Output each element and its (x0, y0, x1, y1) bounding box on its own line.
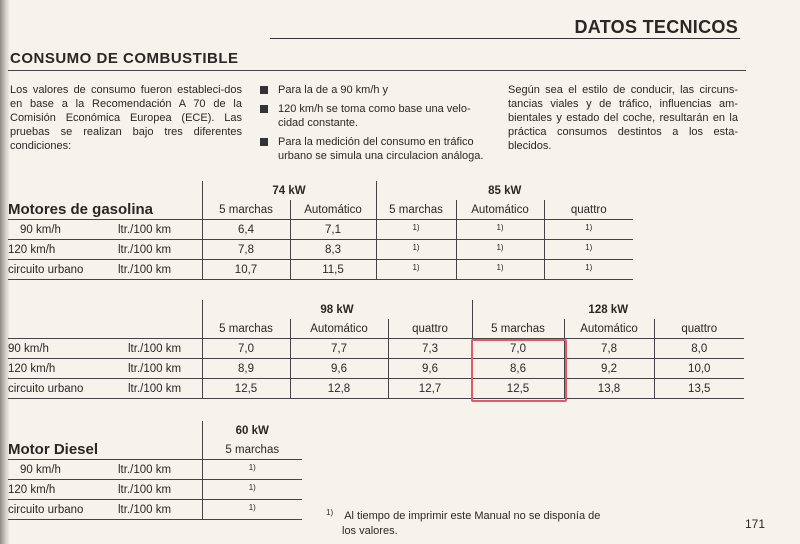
value-cell: 10,7 (202, 260, 290, 280)
section-rule (8, 70, 746, 71)
group-header-60kw: 60 kW (202, 421, 302, 440)
value-cell: 7,0 (202, 339, 290, 359)
footnote-cell: 1) (544, 260, 633, 280)
unit-label: ltr./100 km (118, 460, 202, 480)
subheader: Automático (456, 200, 544, 220)
diesel-title: Motor Diesel (8, 441, 99, 458)
subheader: Automático (290, 200, 376, 220)
row-label: circuito urbano (8, 500, 118, 520)
section-title: CONSUMO DE COMBUSTIBLE (10, 50, 239, 67)
footnote-cell: 1) (202, 460, 302, 480)
value-cell: 9,6 (388, 359, 472, 379)
value-cell: 13,8 (564, 379, 654, 399)
unit-label: ltr./100 km (128, 359, 202, 379)
bullet-square-icon (260, 138, 268, 146)
value-cell: 9,2 (564, 359, 654, 379)
row-label: 90 km/h (8, 220, 118, 240)
gasoline-table-2 (8, 300, 744, 399)
value-cell: 9,6 (290, 359, 388, 379)
value-cell: 7,1 (290, 220, 376, 240)
unit-label: ltr./100 km (118, 260, 202, 280)
unit-label: ltr./100 km (118, 500, 202, 520)
row-label: 90 km/h (8, 460, 118, 480)
footnote-cell: 1) (456, 240, 544, 260)
group-header-128kw: 128 kW (472, 300, 744, 319)
header-rule (270, 38, 740, 39)
unit-label: ltr./100 km (128, 339, 202, 359)
page-number: 171 (745, 517, 766, 531)
value-cell: 8,6 (472, 359, 564, 379)
value-cell: 7,8 (202, 240, 290, 260)
value-cell: 6,4 (202, 220, 290, 240)
value-cell: 7,0 (472, 339, 564, 359)
subheader: quattro (654, 319, 744, 339)
footnote-cell: 1) (544, 240, 633, 260)
row-label: circuito urbano (8, 379, 128, 399)
row-label: 120 km/h (8, 240, 118, 260)
highlight-box (471, 339, 567, 402)
group-header-74kw: 74 kW (202, 181, 376, 200)
subheader: quattro (544, 200, 633, 220)
intro-conditions-paragraph: Según sea el estilo de conducir, las circuns-tancias viales y de tráfico, influencias am-bientales y estado del coche, resultarán en la práctica consumos destintos a los esta-blecidos. (508, 84, 738, 152)
footnote-cell: 1) (456, 260, 544, 280)
row-label: 120 km/h (8, 359, 128, 379)
footnote (326, 505, 600, 539)
group-header-85kw: 85 kW (376, 181, 633, 200)
bullet-item: 120 km/h se toma como base una velo-cidad constante. (258, 102, 494, 130)
subheader: quattro (388, 319, 472, 339)
footnote-line-2: los valores. (342, 525, 398, 537)
value-cell: 10,0 (654, 359, 744, 379)
row-label: circuito urbano (8, 260, 118, 280)
bullet-item: Para la de a 90 km/h y (258, 83, 494, 97)
value-cell: 7,8 (564, 339, 654, 359)
value-cell: 7,7 (290, 339, 388, 359)
subheader: 5 marchas (202, 440, 302, 460)
subheader: 5 marchas (202, 319, 290, 339)
page-header-title: DATOS TECNICOS (574, 17, 738, 37)
unit-label: ltr./100 km (118, 480, 202, 500)
footnote-cell: 1) (202, 480, 302, 500)
value-cell: 12,5 (202, 379, 290, 399)
bullet-square-icon (260, 86, 268, 94)
value-cell: 8,9 (202, 359, 290, 379)
footnote-cell: 1) (456, 220, 544, 240)
value-cell: 7,3 (388, 339, 472, 359)
row-label: 120 km/h (8, 480, 118, 500)
value-cell: 11,5 (290, 260, 376, 280)
unit-label: ltr./100 km (118, 220, 202, 240)
value-cell: 12,5 (472, 379, 564, 399)
footnote-mark: 1) (326, 508, 334, 517)
row-label: 90 km/h (8, 339, 128, 359)
subheader: 5 marchas (472, 319, 564, 339)
intro-bullets (258, 83, 494, 168)
footnote-line-1: Al tiempo de imprimir este Manual no se disponía de (344, 510, 601, 522)
footnote-cell: 1) (544, 220, 633, 240)
value-cell: 8,0 (654, 339, 744, 359)
subheader: 5 marchas (376, 200, 456, 220)
value-cell: 8,3 (290, 240, 376, 260)
bullet-square-icon (260, 105, 268, 113)
unit-label: ltr./100 km (128, 379, 202, 399)
footnote-cell: 1) (202, 500, 302, 520)
bullet-item: Para la medición del consumo en tráfico urbano se simula una circulacion análoga. (258, 135, 494, 163)
diesel-table (8, 421, 302, 520)
unit-label: ltr./100 km (118, 240, 202, 260)
subheader: 5 marchas (202, 200, 290, 220)
intro-paragraph: Los valores de consumo fueron estableci-dos en base a la Recomendación A 70 de la Comisión Económica Europea (ECE). Las pruebas se realizan bajo tres diferentes condiciones: (10, 84, 242, 152)
value-cell: 12,7 (388, 379, 472, 399)
gasoline-title: Motores de gasolina (8, 201, 154, 218)
gasoline-table (8, 181, 633, 280)
subheader: Automático (564, 319, 654, 339)
group-header-98kw: 98 kW (202, 300, 472, 319)
footnote-cell: 1) (376, 260, 456, 280)
value-cell: 13,5 (654, 379, 744, 399)
subheader: Automático (290, 319, 388, 339)
value-cell: 12,8 (290, 379, 388, 399)
footnote-cell: 1) (376, 240, 456, 260)
footnote-cell: 1) (376, 220, 456, 240)
